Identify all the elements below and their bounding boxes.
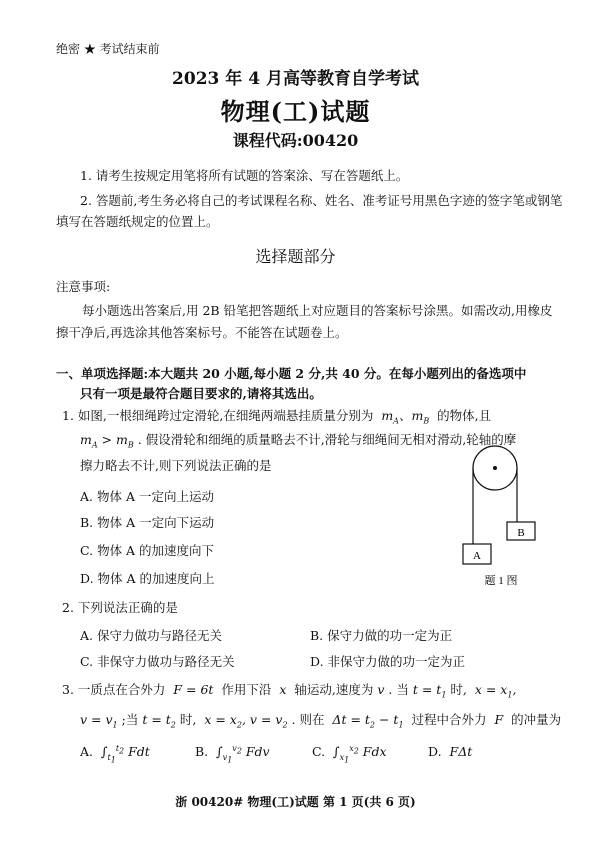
q1-text-c: . 假设滑轮和细绳的质量略去不计,滑轮与细绳间无相对滑动,轮轴的摩 [137,432,517,447]
course-code: 课程代码:00420 [232,131,359,150]
q3-option-b [195,744,270,764]
pulley-axle [493,466,497,470]
q3-F: F [490,712,508,727]
confidential-mark: 绝密 ★ 考试结束前 [56,42,160,56]
section-title: 选择题部分 [255,247,336,266]
q3-option-c [312,744,387,764]
q3-option-d [428,744,472,759]
q3-option-b-label: B. [195,744,209,760]
notice-line-2: 擦干净后,再选涂其他答案标号。不能答在试题卷上。 [56,325,348,340]
block-b-label: B [517,527,525,539]
q3-x2-v2: $x = x_2$, $v = v_2$ [200,712,288,730]
q1-option-b: B. 物体 A 一定向下运动 [80,515,215,530]
q3-text-j: 的冲量为 [511,712,562,727]
q3-line-1 [62,680,516,700]
q3-t2: $t = t_2$ [142,712,176,730]
q3-option-d-label: D. [428,744,442,759]
q3-option-c-expr: $\int_{x_1}^{x_2}$ Fdx [329,744,387,765]
q3-text-a: 3. 一质点在合外力 [62,682,166,697]
page-footer: 浙 00420# 物理(工)试题 第 1 页(共 6 页) [175,795,416,809]
q1-text-b: 的物体,且 [437,408,492,423]
q2-stem: 2. 下列说法正确的是 [62,600,178,615]
q3-text-i: 过程中合外力 [411,712,487,727]
q2-option-d: D. 非保守力做的功一定为正 [310,654,466,669]
q1-option-a: A. 物体 A 一定向上运动 [80,489,214,504]
q3-text-b: 作用下沿 [221,682,272,697]
part1-heading-cont: 只有一项是最符合题目要求的,请将其选出。 [80,386,322,401]
q3-axis: x [275,682,291,697]
q1-option-d: D. 物体 A 的加速度向上 [80,571,215,586]
subject-title: 物理(工)试题 [220,97,371,126]
q1-mass-relation: $m_A > m_B$ [80,432,134,450]
q3-line-2 [80,710,561,730]
exam-title: 2023 年 4 月高等教育自学考试 [172,69,419,89]
q2-option-b: B. 保守力做的功一定为正 [310,628,453,643]
q3-text-d: . 当 [388,682,409,697]
q3-x1: $x = x_1$, [470,682,517,700]
q3-v1: $v = v_1$ [80,712,118,730]
notice-line-1: 每小题选出答案后,用 2B 铅笔把答题纸上对应题目的答案标号涂黑。如需改动,用橡皮 [82,303,553,318]
instruction-1: 1. 请考生按规定用笔将所有试题的答案涂、写在答题纸上。 [80,168,409,183]
q3-velocity: v [377,682,385,697]
q3-text-h: . 则在 [291,712,325,727]
q3-option-b-expr: $\int_{v_1}^{v_2}$ Fdv [212,744,270,765]
figure-caption: 题 1 图 [484,575,518,587]
q1-text-a: 1. 如图,一根细绳跨过定滑轮,在细绳两端悬挂质量分别为 [62,408,374,423]
q2-option-c: C. 非保守力做功与路径无关 [80,654,235,669]
pulley-figure [455,438,545,588]
block-a-label: A [473,550,481,562]
q3-option-c-label: C. [312,744,326,760]
q1-line-2 [80,430,516,450]
q3-option-a-label: A. [80,744,94,760]
q2-option-a: A. 保守力做功与路径无关 [80,628,222,643]
q3-option-a-expr: $\int_{t_1}^{t_2}$ Fdt [97,744,150,765]
q3-option-d-expr: FΔt [445,744,473,759]
part1-heading: 一、单项选择题:本大题共 20 小题,每小题 2 分,共 40 分。在每小题列出的备选项中 [56,366,527,381]
q1-option-c: C. 物体 A 的加速度向下 [80,543,215,558]
q3-dt: $\Delta t = t_2 - t_1$ [328,712,404,730]
q3-text-f: ;当 [121,712,139,727]
q1-line-3: 擦力略去不计,则下列说法正确的是 [80,458,272,473]
q3-text-c: 轴运动,速度为 [294,682,374,697]
instruction-2: 2. 答题前,考生务必将自己的考试课程名称、姓名、准考证号用黑色字迹的签字笔或钢笔 [80,193,563,208]
q3-force-expr: F = 6t [169,682,218,697]
q1-masses: $m_A$、$m_B$ [377,408,430,426]
q3-text-e: 时, [450,682,467,697]
q3-t1: $t = t_1$ [412,682,447,700]
instruction-2-cont: 填写在答题纸规定的位置上。 [56,214,219,229]
notice-label: 注意事项: [56,279,111,294]
q3-text-g: 时, [179,712,197,727]
q3-option-a [80,744,150,764]
q1-line-1 [62,406,491,426]
